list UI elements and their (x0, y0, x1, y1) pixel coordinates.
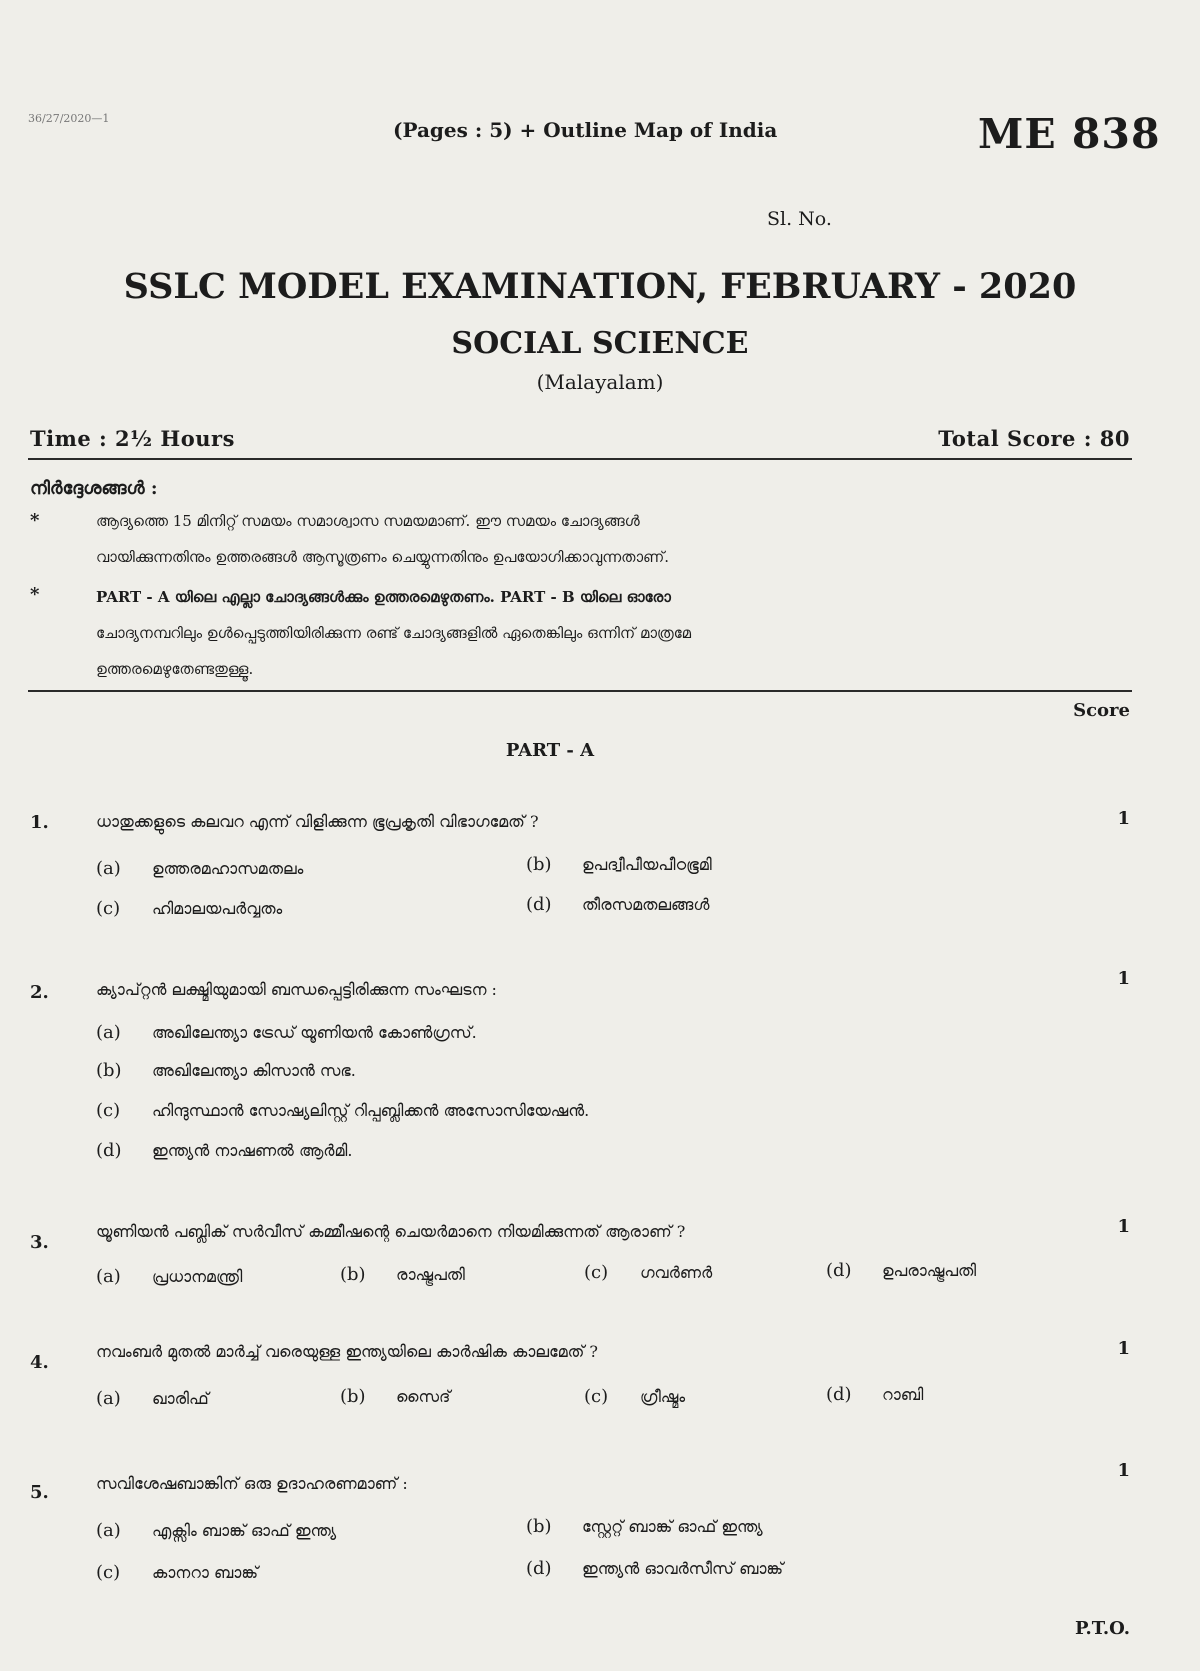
option-c (584, 1386, 685, 1407)
instruction-2-line-2: ചോദ്യനമ്പറിലും ഉൾപ്പെടുത്തിയിരിക്കുന്ന രണ്ട് ചോദ്യങ്ങളിൽ ഏതെങ്കിലും ഒന്നിന് മാത്രമേ (96, 624, 692, 642)
question-score: 1 (1117, 1216, 1130, 1237)
option-text: ഗവർണർ (640, 1263, 713, 1282)
pages-note: (Pages : 5) + Outline Map of India (393, 118, 778, 142)
option-d (526, 1558, 783, 1579)
please-turn-over: P.T.O. (1074, 1618, 1130, 1639)
score-column-heading: Score (1073, 700, 1130, 721)
option-b (340, 1386, 450, 1407)
instruction-2-line-3: ഉത്തരമെഴുതേണ്ടതുള്ളൂ. (96, 660, 254, 678)
exam-title: SSLC MODEL EXAMINATION, FEBRUARY - 2020 (123, 266, 1077, 307)
question-score: 1 (1117, 968, 1130, 989)
question-text: ധാതുക്കളുടെ കലവറ എന്ന് വിളിക്കുന്ന ഭൂപ്രകൃതി വിഭാഗമേത് ? (96, 812, 539, 831)
medium-label: (Malayalam) (536, 370, 664, 394)
option-label: (b) (526, 854, 552, 875)
instructions-heading: നിർദ്ദേശങ്ങൾ : (30, 478, 158, 499)
option-label: (b) (340, 1264, 366, 1285)
instruction-bullet: * (30, 510, 40, 531)
subject-title: SOCIAL SCIENCE (451, 326, 749, 361)
option-text: ഇന്ത്യൻ നാഷണൽ ആർമി. (152, 1141, 353, 1160)
option-c (96, 1100, 589, 1121)
option-label: (c) (584, 1386, 609, 1407)
option-text: സ്റ്റേറ്റ് ബാങ്ക് ഓഫ് ഇന്ത്യ (582, 1517, 763, 1536)
option-text: രാഷ്ട്രപതി (396, 1265, 465, 1284)
part-a-heading: PART - A (505, 740, 595, 761)
option-label: (b) (96, 1060, 122, 1081)
option-b (526, 1516, 763, 1537)
option-text: ഇന്ത്യൻ ഓവർസീസ് ബാങ്ക് (582, 1559, 784, 1578)
question-text: യൂണിയൻ പബ്ലിക് സർവീസ് കമ്മീഷന്റെ ചെയർമാനെ നിയമിക്കുന്നത് ആരാണ് ? (96, 1222, 686, 1241)
option-a (96, 1520, 336, 1541)
option-text: പ്രധാനമന്ത്രി (152, 1267, 243, 1286)
option-text: ഹിമാലയപർവ്വതം (152, 899, 283, 918)
instruction-1-line-1: ആദ്യത്തെ 15 മിനിറ്റ് സമയം സമാശ്വാസ സമയമാണ്. ഈ സമയം ചോദ്യങ്ങൾ (96, 512, 640, 530)
option-label: (a) (96, 1388, 121, 1409)
question-number: 1. (30, 812, 49, 833)
option-d (96, 1140, 352, 1161)
option-c (96, 898, 282, 919)
option-text: റാബി (882, 1385, 924, 1404)
question-number: 3. (30, 1232, 49, 1253)
question-text: ക്യാപ്റ്റൻ ലക്ഷ്മിയുമായി ബന്ധപ്പെട്ടിരിക്കുന്ന സംഘടന : (96, 980, 497, 999)
option-text: കാനറാ ബാങ്ക് (152, 1563, 259, 1582)
question-text: നവംബർ മുതൽ മാർച്ച് വരെയുള്ള ഇന്ത്യയിലെ കാർഷിക കാലമേത് ? (96, 1342, 599, 1361)
option-label: (b) (526, 1516, 552, 1537)
total-score-label: Total Score : 80 (938, 426, 1130, 451)
option-text: ഖാരിഫ് (152, 1389, 209, 1408)
option-text: ഹിന്ദുസ്ഥാൻ സോഷ്യലിസ്റ്റ് റിപ്പബ്ലിക്കൻ അസോസിയേഷൻ. (152, 1101, 590, 1120)
question-score: 1 (1117, 1338, 1130, 1359)
option-label: (c) (96, 898, 121, 919)
option-text: തീരസമതലങ്ങൾ (582, 895, 710, 914)
option-a (96, 1266, 242, 1287)
option-label: (a) (96, 1520, 121, 1541)
option-d (826, 1260, 976, 1281)
paper-code: ME 838 (978, 110, 1161, 158)
instructions-divider (28, 690, 1132, 692)
option-c (96, 1562, 258, 1583)
header-divider (28, 458, 1132, 460)
option-label: (d) (526, 894, 552, 915)
option-text: സൈദ് (396, 1387, 451, 1406)
option-label: (d) (826, 1384, 852, 1405)
option-label: (d) (826, 1260, 852, 1281)
serial-number-label: Sl. No. (767, 208, 832, 230)
option-text: ഉത്തരമഹാസമതലം (152, 859, 304, 878)
option-label: (a) (96, 1266, 121, 1287)
option-text: എക്സിം ബാങ്ക് ഓഫ് ഇന്ത്യ (152, 1521, 337, 1540)
option-text: ഉപദ്വീപീയപീഠഭൂമി (582, 855, 712, 874)
option-label: (c) (96, 1100, 121, 1121)
option-label: (d) (526, 1558, 552, 1579)
instruction-1-line-2: വായിക്കുന്നതിനും ഉത്തരങ്ങൾ ആസൂത്രണം ചെയ്യുന്നതിനും ഉപയോഗിക്കാവുന്നതാണ്. (96, 548, 670, 566)
document-code: 36/27/2020—1 (28, 112, 110, 125)
option-text: ഉപരാഷ്ട്രപതി (882, 1261, 977, 1280)
question-number: 5. (30, 1482, 49, 1503)
instruction-bullet: * (30, 584, 40, 605)
question-text: സവിശേഷബാങ്കിന് ഒരു ഉദാഹരണമാണ് : (96, 1474, 408, 1493)
option-a (96, 1022, 477, 1043)
question-number: 2. (30, 982, 49, 1003)
question-score: 1 (1117, 1460, 1130, 1481)
option-a (96, 858, 303, 879)
option-label: (a) (96, 1022, 121, 1043)
option-label: (b) (340, 1386, 366, 1407)
option-text: ഗ്രീഷ്മം (640, 1387, 686, 1406)
option-label: (a) (96, 858, 121, 879)
option-label: (c) (96, 1562, 121, 1583)
time-label: Time : 2½ Hours (30, 426, 235, 451)
instruction-2-line-1: PART - A യിലെ എല്ലാ ചോദ്യങ്ങൾക്കും ഉത്തരമെഴുതണം. PART - B യിലെ ഓരോ (96, 588, 671, 606)
option-b (340, 1264, 465, 1285)
option-d (526, 894, 709, 915)
question-number: 4. (30, 1352, 49, 1373)
option-a (96, 1388, 209, 1409)
option-label: (c) (584, 1262, 609, 1283)
option-c (584, 1262, 712, 1283)
question-score: 1 (1117, 808, 1130, 829)
option-text: അഖിലേന്ത്യാ ട്രേഡ് യൂണിയൻ കോൺഗ്രസ്. (152, 1023, 477, 1042)
option-label: (d) (96, 1140, 122, 1161)
option-text: അഖിലേന്ത്യാ കിസാൻ സഭ. (152, 1061, 356, 1080)
option-b (96, 1060, 356, 1081)
option-b (526, 854, 712, 875)
option-d (826, 1384, 923, 1405)
